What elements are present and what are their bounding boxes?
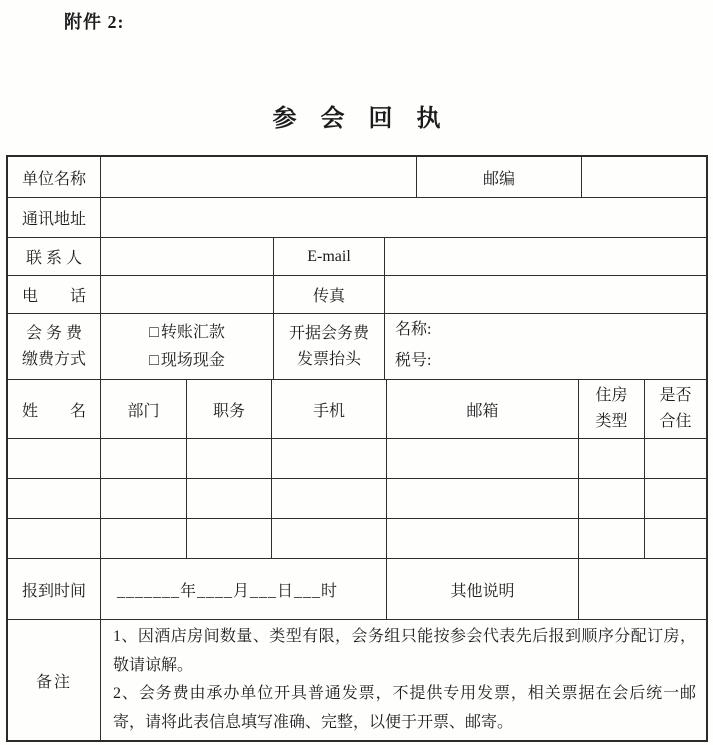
invoice-name-label: 名称: (395, 321, 432, 338)
unit-name-label: 单位名称 (8, 157, 101, 197)
attendee-cell-name (8, 479, 101, 518)
attendee-cell-share-room (645, 439, 706, 478)
checkin-date-template: _______年____月___日___时 (101, 559, 387, 619)
header-share-room (645, 380, 706, 438)
attendee-cell-email (387, 479, 579, 518)
attendee-cell-name (8, 519, 101, 558)
postal-code-label: 邮编 (417, 157, 582, 197)
attendee-cell-position (187, 519, 272, 558)
attendee-cell-mobile (272, 519, 387, 558)
checkin-label: 报到时间 (8, 559, 101, 619)
registration-form-table (6, 155, 708, 742)
row-payment (8, 314, 706, 380)
fax-label: 传真 (274, 276, 385, 313)
attendee-cell-room-type (579, 519, 645, 558)
attendee-cell-mobile (272, 439, 387, 478)
attendee-cell-department (101, 439, 187, 478)
address-label: 通讯地址 (8, 198, 101, 237)
attendee-cell-department (101, 479, 187, 518)
attendee-cell-email (387, 519, 579, 558)
header-department: 部门 (101, 380, 187, 438)
attendee-cell-position (187, 439, 272, 478)
contact-label: 联 系 人 (8, 238, 101, 275)
attendee-cell-name (8, 439, 101, 478)
attachment-label: 附件 2: (64, 12, 125, 32)
attendee-cell-share-room (645, 519, 706, 558)
attendee-cell-share-room (645, 479, 706, 518)
remarks-item-2: 2、会务费由承办单位开具普通发票，不提供专用发票，相关票据在会后统一邮寄，请将此表信息填写准确、完整，以便于开票、邮寄。 (113, 685, 696, 731)
remarks-item-1: 1、因酒店房间数量、类型有限，会务组只能按参会代表先后报到顺序分配订房，敬请谅解。 (113, 628, 696, 674)
header-share-room-line2: 合住 (659, 413, 692, 430)
attendee-row (8, 519, 706, 559)
address-input-cell (101, 198, 706, 237)
phone-input-cell (101, 276, 274, 313)
row-remarks (8, 620, 706, 740)
checkbox-icon: □ (149, 351, 159, 369)
payment-method-label-line1: 会 务 费 (25, 324, 82, 342)
remarks-content (101, 620, 706, 740)
contact-input-cell (101, 238, 274, 275)
postal-code-input-cell (582, 157, 706, 197)
invoice-title-label-line1: 开据会务费 (288, 324, 369, 342)
payment-option-transfer (149, 319, 225, 347)
payment-option-cash (149, 347, 225, 375)
attendee-cell-room-type (579, 439, 645, 478)
checkbox-icon: □ (149, 323, 159, 341)
attendee-cell-room-type (579, 479, 645, 518)
payment-method-label (8, 314, 101, 379)
row-contact (8, 238, 706, 276)
header-room-type-line1: 住房 (595, 387, 628, 404)
row-attendee-header (8, 380, 706, 439)
page-title: 参 会 回 执 (272, 106, 441, 132)
phone-label: 电 话 (8, 276, 101, 313)
attendee-row (8, 439, 706, 479)
invoice-details-cell (385, 314, 706, 379)
email-input-cell (385, 238, 706, 275)
attendee-row (8, 479, 706, 519)
remarks-label: 备注 (8, 620, 101, 740)
invoice-title-label (274, 314, 385, 379)
header-room-type-line2: 类型 (595, 413, 628, 430)
attendee-cell-email (387, 439, 579, 478)
other-notes-label: 其他说明 (387, 559, 579, 619)
payment-options-cell (101, 314, 274, 379)
payment-method-label-line2: 缴费方式 (21, 350, 86, 368)
header-room-type (579, 380, 645, 438)
fax-input-cell (385, 276, 706, 313)
row-address (8, 198, 706, 238)
row-phone (8, 276, 706, 314)
invoice-title-label-line2: 发票抬头 (296, 350, 361, 368)
invoice-tax-label: 税号: (395, 352, 432, 369)
other-notes-input-cell (579, 559, 706, 619)
header-email: 邮箱 (387, 380, 579, 438)
attendee-cell-department (101, 519, 187, 558)
payment-option-cash-label: 现场现金 (160, 351, 225, 369)
row-checkin (8, 559, 706, 620)
header-name: 姓 名 (8, 380, 101, 438)
attendee-cell-mobile (272, 479, 387, 518)
email-label: E-mail (274, 238, 385, 275)
payment-option-transfer-label: 转账汇款 (160, 323, 225, 341)
unit-name-input-cell (101, 157, 417, 197)
row-unit-name (8, 157, 706, 198)
header-mobile: 手机 (272, 380, 387, 438)
header-share-room-line1: 是否 (659, 387, 692, 404)
attendee-cell-position (187, 479, 272, 518)
header-position: 职务 (187, 380, 272, 438)
